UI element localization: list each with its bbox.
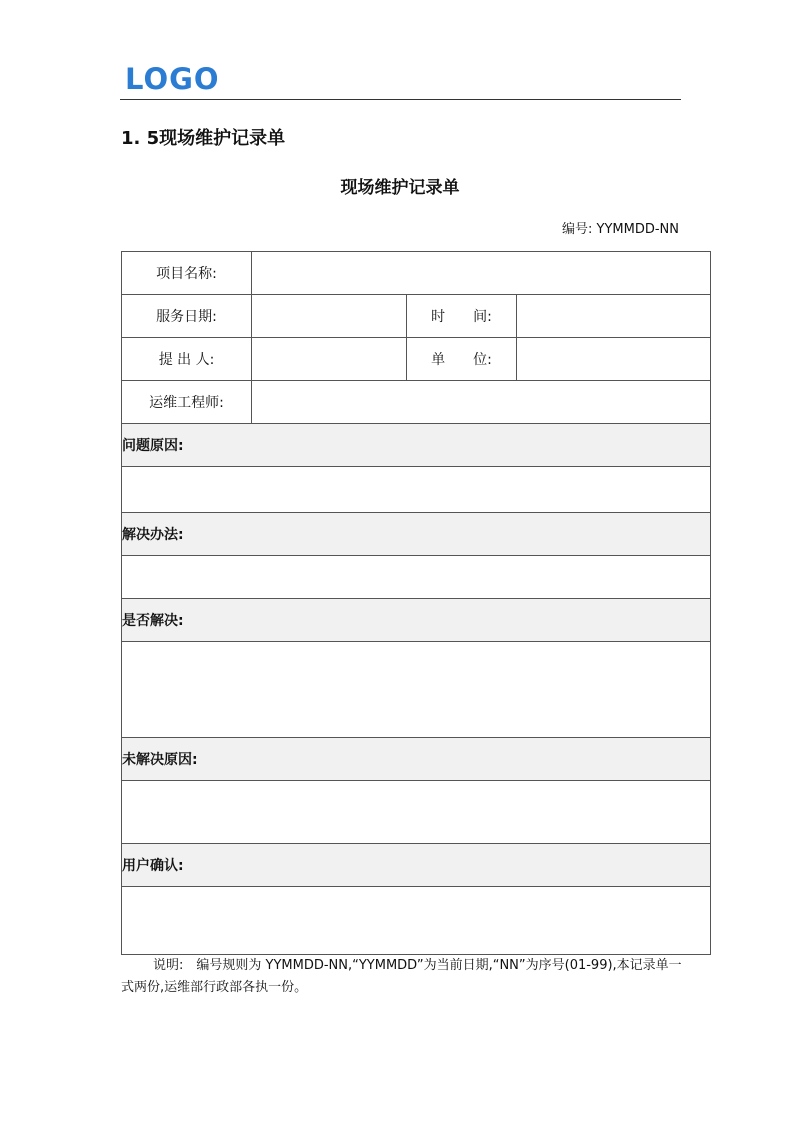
engineer-field[interactable] bbox=[252, 381, 711, 424]
maintenance-record-table bbox=[121, 251, 711, 955]
solution-label: 解决办法: bbox=[122, 513, 711, 556]
logo: LOGO bbox=[125, 62, 220, 96]
requester-field[interactable] bbox=[252, 338, 407, 381]
problem-cause-field[interactable] bbox=[122, 467, 711, 513]
user-confirmation-label: 用户确认: bbox=[122, 844, 711, 887]
solution-field[interactable] bbox=[122, 556, 711, 599]
row-service-date bbox=[122, 295, 711, 338]
row-solution bbox=[122, 556, 711, 599]
form-title: 现场维护记录单 bbox=[340, 178, 460, 198]
form-note: 说明: 编号规则为 YYMMDD-NN,“YYMMDD”为当前日期,“NN”为序号(01-99),本记录单一式两份,运维部行政部各执一份。 bbox=[121, 958, 682, 995]
section-heading: 1. 5现场维护记录单 bbox=[121, 128, 286, 149]
time-field[interactable] bbox=[517, 295, 711, 338]
row-project-name bbox=[122, 252, 711, 295]
row-resolved-header bbox=[122, 599, 711, 642]
row-unresolved-reason bbox=[122, 781, 711, 844]
unresolved-reason-field[interactable] bbox=[122, 781, 711, 844]
row-user-confirmation bbox=[122, 887, 711, 955]
header-divider bbox=[120, 99, 681, 100]
project-name-label: 项目名称: bbox=[122, 252, 252, 295]
unresolved-reason-label: 未解决原因: bbox=[122, 738, 711, 781]
unit-field[interactable] bbox=[517, 338, 711, 381]
user-confirmation-field[interactable] bbox=[122, 887, 711, 955]
row-resolved bbox=[122, 642, 711, 738]
requester-label: 提 出 人: bbox=[122, 338, 252, 381]
row-problem-cause-header bbox=[122, 424, 711, 467]
row-user-confirmation-header bbox=[122, 844, 711, 887]
problem-cause-label: 问题原因: bbox=[122, 424, 711, 467]
serial-number: 编号: YYMMDD-NN bbox=[562, 222, 679, 237]
time-label: 时 间: bbox=[407, 295, 517, 338]
resolved-label: 是否解决: bbox=[122, 599, 711, 642]
project-name-field[interactable] bbox=[252, 252, 711, 295]
resolved-field[interactable] bbox=[122, 642, 711, 738]
engineer-label: 运维工程师: bbox=[122, 381, 252, 424]
row-engineer bbox=[122, 381, 711, 424]
service-date-field[interactable] bbox=[252, 295, 407, 338]
service-date-label: 服务日期: bbox=[122, 295, 252, 338]
row-solution-header bbox=[122, 513, 711, 556]
row-unresolved-reason-header bbox=[122, 738, 711, 781]
row-problem-cause bbox=[122, 467, 711, 513]
unit-label: 单 位: bbox=[407, 338, 517, 381]
row-requester bbox=[122, 338, 711, 381]
